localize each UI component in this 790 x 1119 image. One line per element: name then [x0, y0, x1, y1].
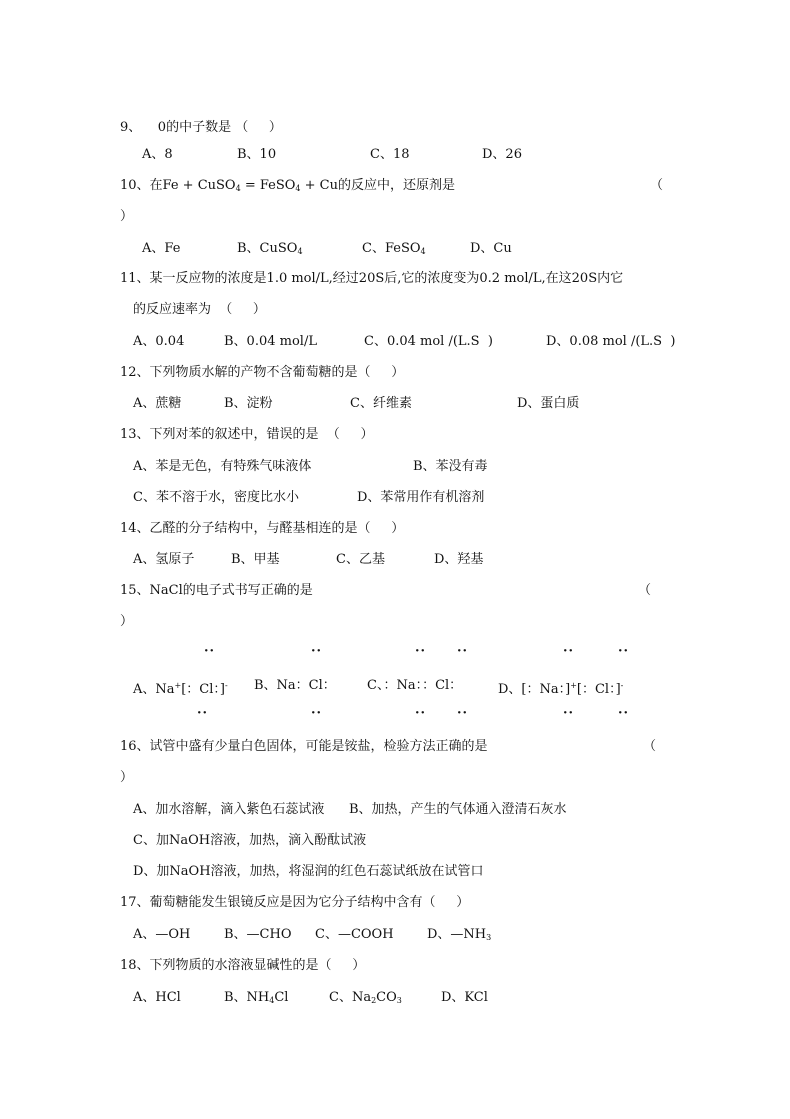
q13-option-b: B、苯没有毒 — [413, 459, 488, 474]
q17-option-b: B、—CHO — [224, 927, 292, 942]
q16-paren-right: ） — [120, 770, 134, 785]
q15-option-a: A、Na+[：Cl：]- — [133, 681, 228, 697]
q14-option-d: D、羟基 — [434, 552, 484, 567]
q16-option-d: D、加NaOH溶液，加热，将湿润的红色石蕊试纸放在试管口 — [133, 864, 484, 879]
q13-option-a: A、苯是无色，有特殊气味液体 — [133, 459, 312, 474]
electron-dots: ·· — [415, 706, 427, 721]
question-14: 14、乙醛的分子结构中，与醛基相连的是（ ） — [120, 521, 405, 536]
q15-option-d: D、[：Na：]+[：Cl：]- — [498, 681, 624, 697]
question-16: 16、试管中盛有少量白色固体，可能是铵盐，检验方法正确的是 — [120, 739, 488, 754]
electron-dots: ·· — [457, 644, 469, 659]
electron-dots: ·· — [311, 644, 323, 659]
question-13: 13、下列对苯的叙述中，错误的是 （ ） — [120, 427, 374, 442]
q17-option-a: A、—OH — [133, 927, 191, 942]
q13-option-d: D、苯常用作有机溶剂 — [357, 490, 485, 505]
q16-option-b: B、加热，产生的气体通入澄清石灰水 — [349, 802, 567, 817]
q16-paren-left: （ — [643, 739, 657, 754]
q15-paren-right: ） — [120, 614, 134, 629]
q10-paren-left: （ — [650, 178, 664, 193]
q15-option-b: B、Na：Cl： — [254, 678, 336, 693]
q16-option-a: A、加水溶解，滴入紫色石蕊试液 — [133, 802, 325, 817]
q12-option-c: C、纤维素 — [350, 396, 412, 411]
q17-option-c: C、—COOH — [315, 927, 394, 942]
q12-option-a: A、蔗糖 — [133, 396, 182, 411]
q15-paren-left: （ — [638, 583, 652, 598]
q10-paren-right: ） — [120, 209, 134, 224]
q10-option-d: D、Cu — [470, 241, 512, 256]
q10-option-c: C、FeSO$_4$ — [362, 241, 426, 256]
q14-option-a: A、氢原子 — [133, 552, 195, 567]
electron-dots: ·· — [415, 644, 427, 659]
q11-option-a: A、0.04 — [133, 334, 185, 349]
electron-dots: ·· — [563, 644, 575, 659]
electron-dots: ·· — [197, 706, 209, 721]
q11-option-b: B、0.04 mol/L — [224, 334, 317, 349]
question-9: 9、 0的中子数是 （ ） — [120, 120, 282, 135]
q12-option-b: B、淀粉 — [224, 396, 273, 411]
q12-option-d: D、蛋白质 — [517, 396, 580, 411]
q9-option-b: B、10 — [237, 147, 277, 162]
q9-option-c: C、18 — [370, 147, 410, 162]
question-12: 12、下列物质水解的产物不含葡萄糖的是（ ） — [120, 365, 405, 380]
q9-option-d: D、26 — [482, 147, 522, 162]
electron-dots: ·· — [563, 706, 575, 721]
question-18: 18、下列物质的水溶液显碱性的是（ ） — [120, 958, 366, 973]
q10-option-b: B、CuSO$_4$ — [237, 241, 303, 256]
question-11-cont: 的反应速率为 （ ） — [133, 302, 266, 317]
electron-dots: ·· — [618, 644, 630, 659]
q14-option-c: C、乙基 — [336, 552, 385, 567]
q13-option-c: C、苯不溶于水，密度比水小 — [133, 490, 299, 505]
q18-option-c: C、$Na_2CO_3$ — [329, 990, 402, 1005]
q14-option-b: B、甲基 — [231, 552, 280, 567]
electron-dots: ·· — [204, 644, 216, 659]
question-10: 10、在Fe + CuSO$_4$ = FeSO$_4$ + Cu的反应中，还原剂是 — [120, 178, 455, 193]
question-17: 17、葡萄糖能发生银镜反应是因为它分子结构中含有（ ） — [120, 895, 470, 910]
q18-option-a: A、HCl — [133, 990, 181, 1005]
q15-option-c: C、：Na：：Cl： — [367, 678, 463, 693]
electron-dots: ·· — [618, 706, 630, 721]
question-11: 11、某一反应物的浓度是1.0 mol/L,经过20S后,它的浓度变为0.2 mol/L,在这20S内它 — [120, 271, 624, 286]
electron-dots: ·· — [457, 706, 469, 721]
q17-option-d: D、$—NH_3$ — [427, 927, 492, 942]
q18-option-d: D、KCl — [441, 990, 488, 1005]
q11-option-d: D、0.08 mol /(L.S ) — [546, 334, 676, 349]
q16-option-c: C、加NaOH溶液，加热，滴入酚酞试液 — [133, 833, 367, 848]
question-15: 15、NaCl的电子式书写正确的是 — [120, 583, 313, 598]
q10-option-a: A、Fe — [142, 241, 181, 256]
q11-option-c: C、0.04 mol /(L.S ) — [364, 334, 493, 349]
electron-dots: ·· — [311, 706, 323, 721]
q9-option-a: A、8 — [142, 147, 173, 162]
q18-option-b: B、$NH_4Cl$ — [224, 990, 289, 1005]
